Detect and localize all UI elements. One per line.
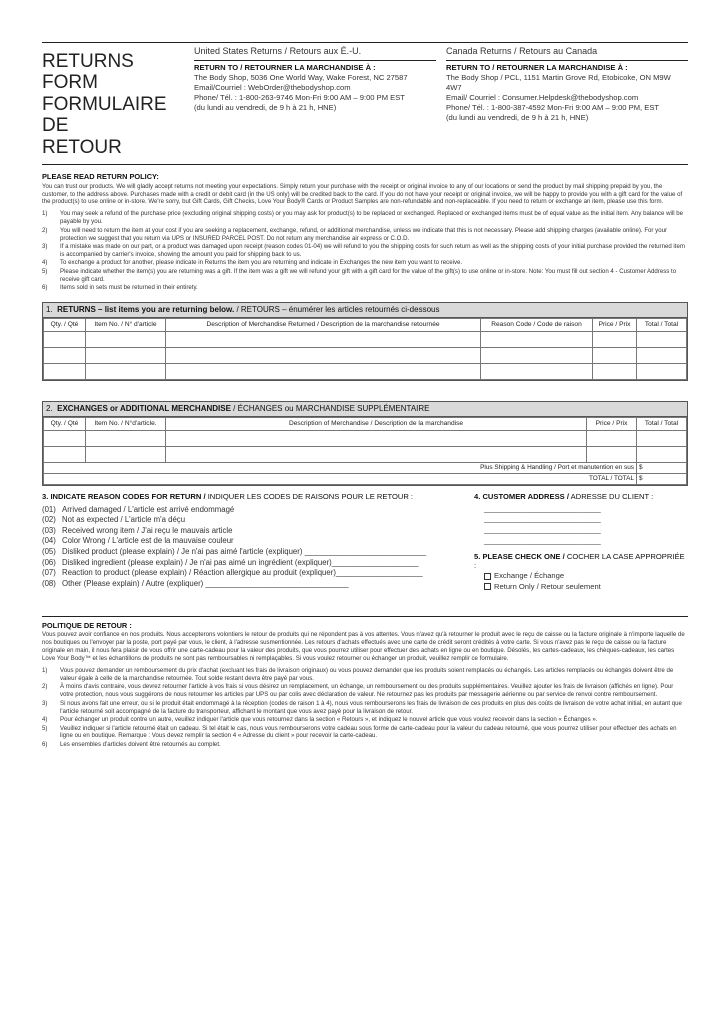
table-row[interactable] [44, 447, 687, 463]
policy-item: 4) To exchange a product for another, please indicate in Returns the item you are returning and indicate in Exchanges the new item you want to receive. [42, 259, 463, 267]
table-row[interactable] [44, 364, 687, 380]
customer-address-fields [474, 505, 688, 548]
reason-codes-list [42, 505, 470, 590]
returns-section [42, 302, 688, 381]
table-row[interactable] [44, 431, 687, 447]
checkbox-icon[interactable] [484, 573, 491, 580]
return-policy-en [42, 172, 688, 292]
returns-col-reason-code: Reason Code / Code de raison [481, 319, 593, 332]
customer-address-line[interactable]: ______________________________ [484, 538, 601, 546]
exchanges-section [42, 401, 688, 486]
us-returns-block [192, 43, 436, 158]
shipping-row [44, 463, 687, 474]
return-only-checkbox[interactable]: Return Only / Retour seulement [484, 582, 688, 593]
canada-address: The Body Shop / PCL, 1151 Martin Grove Rd, Etobicoke, ON M9W 4W7 [446, 72, 671, 92]
us-return-to: RETURN TO / RETOURNER LA MARCHANDISE À : [194, 62, 376, 72]
form-title-line: RETURNS FORM [42, 51, 134, 94]
policy-item: 2) You will need to return the item at your cost if you are seeking a replacement, exchange, refund, or additional merchandise, unless we indicate that this is not necessary. Please add shipping charges (available online). For your protection we suggest that you return via UPS or INSURED PARCEL POST. Do not return any merchandise air express or C.O.D. [42, 226, 668, 242]
exchanges-col-qty: Qty. / Qté [44, 418, 86, 431]
exchanges-col-item-no: Item No. / N°d'article. [86, 418, 166, 431]
reason-code-item[interactable]: (08) Other (Please explain) / Autre (expliquer) _________________________________ [42, 578, 349, 588]
reason-code-item: (03) Received wrong item / J'ai reçu le mauvais article [42, 525, 233, 535]
return-policy-fr [42, 616, 688, 749]
us-email[interactable]: Email/Courriel : WebOrder@thebodyshop.com [194, 82, 351, 92]
exchanges-col-price: Price / Prix [587, 418, 637, 431]
policy-item: 5) Veuillez indiquer si l'article retourné était un cadeau. Si tel était le cas, nous vous rembourserons votre cadeau sous forme de carte-cadeau pour la valeur du cadeau retourné, que vous pourrez utiliser pour effectuer des achats en ligne ou en boutique. Remarque : Vous devez remplir la section 4 « Adresse du client » pour recevoir la carte-cadeau. [42, 724, 677, 740]
canada-email[interactable]: Email/ Courriel : Consumer.Helpdesk@thebodyshop.com [446, 92, 639, 102]
returns-col-price: Price / Prix [593, 319, 637, 332]
us-returns-title: United States Returns / Retours aux É.-U. [194, 46, 436, 61]
reason-codes-section [42, 492, 470, 592]
returns-form-page [42, 42, 688, 749]
policy-item: 3) Si nous avons fait une erreur, ou si le produit était endommagé à la réception (codes de raison 1 à 4), nous vous rembourserons les frais de livraison de ces produits en plus des coûts de livraison de votre achat initial, en autant que l'article retourné soit accompagné de la facture du transporteur, affichant le montant que vous avez payé pour la livraison de retour. [42, 699, 682, 715]
policy-item: 4) Pour échanger un produit contre un autre, veuillez indiquer l'article que vous retournez dans la section « Retours », et indiquez le nouvel article que vous voulez recevoir dans la section « Échanges ». [42, 716, 598, 724]
form-header [42, 42, 688, 158]
total-amount[interactable]: $ [637, 474, 687, 485]
canada-returns-block [436, 43, 688, 158]
total-row [44, 474, 687, 485]
returns-col-description: Description of Merchandise Returned / Description de la marchandise retournée [166, 319, 481, 332]
exchanges-col-total: Total / Total [637, 418, 687, 431]
reason-code-item[interactable]: (06) Disliked ingredient (please explain) / Je n'ai pas aimé un ingrédient (expliquer)____________________ [42, 557, 419, 567]
reason-code-item[interactable]: (07) Reaction to product (please explain) / Réaction allergique au produit (expliquer)____________________ [42, 568, 423, 578]
customer-address-title: 4. CUSTOMER ADDRESS / ADRESSE DU CLIENT : [474, 492, 654, 502]
table-row[interactable] [44, 332, 687, 348]
codes-and-address [42, 492, 688, 592]
address-and-check-section [470, 492, 688, 592]
reason-code-item: (04) Color Wrong / L'article est de la mauvaise couleur [42, 536, 234, 546]
us-phone: Phone/ Tél. : 1-800-263-9746 Mon-Fri 9:00 AM – 9:00 PM EST [194, 92, 405, 102]
exchanges-table [43, 417, 687, 485]
return-policy-list [42, 210, 688, 292]
policy-item: 5) Please indicate whether the item(s) you are returning was a gift. If the item was a gift we will refund your gift with a gift card for the value of the gift(s) to use online or in-store. Note: You must fill out section 4 - Customer Address to receive gift card. [42, 267, 677, 283]
table-row[interactable] [44, 348, 687, 364]
canada-return-to: RETURN TO / RETOURNER LA MARCHANDISE À : [446, 62, 628, 72]
exchanges-col-description: Description of Merchandise / Description de la marchandise [166, 418, 587, 431]
return-policy-fr-list [42, 667, 688, 749]
customer-address-line[interactable]: ______________________________ [484, 505, 601, 513]
shipping-label: Plus Shipping & Handling / Port et manutention en sus [44, 463, 637, 474]
exchange-checkbox[interactable]: Exchange / Échange [484, 571, 688, 582]
check-one-title: 5. PLEASE CHECK ONE / COCHER LA CASE APPROPRIÉE : [474, 551, 685, 571]
reason-codes-title: 3. INDICATE REASON CODES FOR RETURN / INDIQUER LES CODES DE RAISONS POUR LE RETOUR : [42, 492, 414, 502]
customer-address-line[interactable]: ______________________________ [484, 516, 601, 524]
checkbox-icon[interactable] [484, 583, 491, 590]
reason-code-item[interactable]: (05) Disliked product (please explain) / Je n'ai pas aimé l'article (expliquer) ____________________________ [42, 546, 427, 556]
reason-code-item: (02) Not as expected / L'article m'a déçu [42, 515, 186, 525]
customer-address-line[interactable]: ______________________________ [484, 527, 601, 535]
header-divider [42, 164, 688, 165]
returns-section-heading: 1. RETURNS – list items you are returning below. / RETOURS – énumérer les articles retournés ci-dessous [43, 303, 687, 318]
policy-item: 6) Items sold in sets must be returned in their entirety. [42, 284, 198, 292]
policy-item: 1) You may seek a refund of the purchase price (excluding original shipping costs) or you may ask for product(s) to be replaced or exchanged. Replaced or exchanged items must be of equal value as the initial item. Any balance will be payable by you. [42, 210, 684, 226]
canada-hours: (du lundi au vendredi, de 9 h à 21 h, HNE) [446, 112, 589, 122]
policy-item: 3) If a mistake was made on our part, or a product was damaged upon receipt (reason codes 01-04) we will refund to you the shipping costs for such return as well as the shipping costs of your initial purchase provided the returned item is accompanied by carrier's invoice, showing the amount you paid for shipping back to us. [42, 243, 685, 258]
canada-phone: Phone/ Tél. : 1-800-387-4592 Mon-Fri 9:00 AM – 9:00 PM, EST [446, 102, 660, 112]
returns-col-qty: Qty. / Qté [44, 319, 86, 332]
reason-code-item: (01) Arrived damaged / L'article est arrivé endommagé [42, 504, 235, 514]
form-title [42, 43, 192, 158]
return-policy-title: PLEASE READ RETURN POLICY: [42, 172, 159, 182]
form-title-line: FORMULAIRE DE [42, 93, 167, 137]
policy-item: 6) Les ensembles d'articles doivent être retournés au complet. [42, 740, 221, 748]
return-policy-intro: You can trust our products. We will gladly accept returns not meeting your expectations. Simply return your purchase with the receipt or original invoice to any of our locations or send the product by mail shipping prepaid by you, the customer, to the address above. Purchases made with a credit or debit card (in the US only) will be credited back to the card. If you do not have your receipt or original invoice, we will be happy to provide you with a gift card for the value of the product(s) to use online or in-store. We're sorry, but Gift Cards, Gift Checks, Love Your Body® Cards or Product Samples are non-refundable and non-replaceable. If you need to return or exchange an item, please use this form. [42, 182, 683, 206]
policy-item: 1) Vous pouvez demander un remboursement du prix d'achat (excluant les frais de livraison originaux) ou vous pouvez demander que les produits soient remplacés ou échangés. Les articles remplacés ou échangés doivent être de valeur égale à celle de la marchandise retournée. Tout solde restant devra être payé par vous. [42, 667, 674, 683]
us-hours: (du lundi au vendredi, de 9 h à 21 h, HNE) [194, 102, 337, 112]
return-policy-fr-intro: Vous pouvez avoir confiance en nos produits. Nous accepterons volontiers le retour de produits qui ne répondent pas à vos attentes. Vous n'avez qu'à retourner le produit avec le reçu de caisse ou la facture originale à n'importe laquelle de nos boutiques ou l'envoyer par la poste, port payé par vous, le client, à l'adresse susmentionnée. Les retours d'achats effectués avec une carte de crédit seront crédités à votre carte. Si vous n'avez pas le reçu de caisse ou la facture originale en main, il nous fera plaisir de vous offrir une carte-cadeau pour la valeur des produits, que vous pourrez utiliser pour effectuer des achats en ligne ou en boutique. Désolés, les cartes-cadeaux, les chèques-cadeaux, les cartes Love Your Body™ et les échantillons de produits ne sont pas remboursables ni remplaçables. Si vous voulez retourner ou échanger un produit, veuillez remplir ce formulaire. [42, 631, 685, 663]
policy-item: 2) À moins d'avis contraire, vous devrez retourner l'article à vos frais si vous désirez un remplacement, un échange, un remboursement ou des produits supplémentaires. Veuillez ajouter les frais de livraison (affichés en ligne). Pour votre protection, nous vous suggérons de nous retourner les articles par UPS ou par colis avec déclaration de valeur. Ne retournez pas les produits par messagerie aérienne ou par service de renvoi contre remboursement. [42, 683, 674, 699]
us-address: The Body Shop, 5036 One World Way, Wake Forest, NC 27587 [194, 72, 408, 82]
form-title-line: RETOUR [42, 136, 122, 158]
returns-table [43, 318, 687, 380]
return-policy-fr-title: POLITIQUE DE RETOUR : [42, 621, 132, 631]
exchanges-section-heading: 2. EXCHANGES or ADDITIONAL MERCHANDISE / ÉCHANGES ou MARCHANDISE SUPPLÉMENTAIRE [43, 402, 687, 417]
shipping-amount[interactable]: $ [637, 463, 687, 474]
returns-col-total: Total / Total [637, 319, 687, 332]
returns-col-item-no: Item No. / N° d'article [86, 319, 166, 332]
total-label: TOTAL / TOTAL [44, 474, 637, 485]
canada-returns-title: Canada Returns / Retours au Canada [446, 46, 688, 61]
